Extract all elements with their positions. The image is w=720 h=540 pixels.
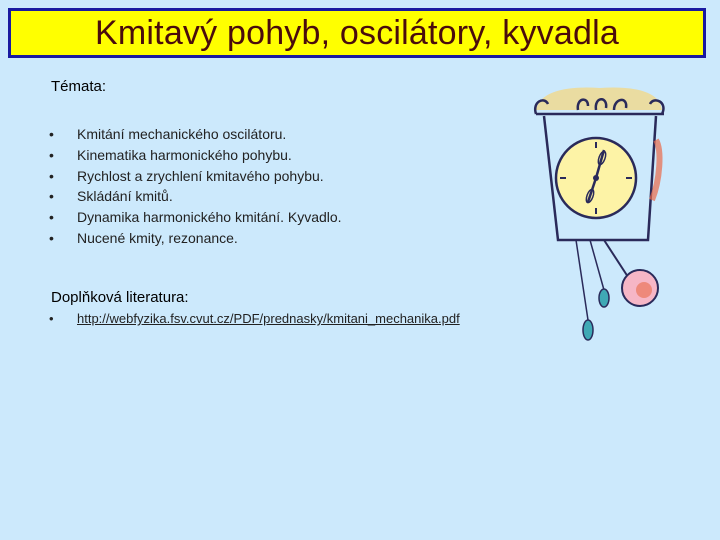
list-item — [49, 228, 342, 249]
clock-crest — [535, 88, 664, 114]
list-item — [49, 145, 342, 166]
bullet: • — [49, 209, 54, 226]
topic-text: Skládání kmitů. — [77, 188, 173, 205]
bullet: • — [49, 188, 54, 205]
list-item — [49, 124, 342, 145]
title-banner — [8, 8, 706, 58]
topic-text: Kinematika harmonického pohybu. — [77, 146, 292, 163]
bullet: • — [49, 311, 54, 326]
topic-text: Nucené kmity, rezonance. — [77, 229, 238, 246]
list-item — [49, 207, 342, 228]
list-item — [49, 166, 342, 187]
bullet: • — [49, 229, 54, 246]
literature-link[interactable]: http://webfyzika.fsv.cvut.cz/PDF/prednasky/kmitani_mechanika.pdf — [77, 311, 460, 326]
slide-title: Kmitavý pohyb, oscilátory, kyvadla — [95, 14, 619, 52]
literature-heading: Doplňková literatura: — [51, 289, 189, 306]
topic-text: Dynamika harmonického kmitání. Kyvadlo. — [77, 209, 342, 226]
bullet: • — [49, 126, 54, 142]
list-item — [49, 310, 460, 328]
topics-list — [49, 124, 342, 249]
literature-list — [49, 310, 460, 328]
list-item — [49, 186, 342, 207]
topics-heading: Témata: — [51, 78, 107, 95]
clock-face — [556, 138, 636, 218]
bullet: • — [49, 146, 54, 163]
topic-text: Kmitání mechanického oscilátoru. — [77, 126, 287, 142]
bullet: • — [49, 167, 54, 184]
pendulum — [604, 240, 658, 306]
clock-weights — [576, 240, 609, 340]
pendulum-clock-illustration — [530, 80, 670, 350]
topic-text: Rychlost a zrychlení kmitavého pohybu. — [77, 167, 324, 184]
